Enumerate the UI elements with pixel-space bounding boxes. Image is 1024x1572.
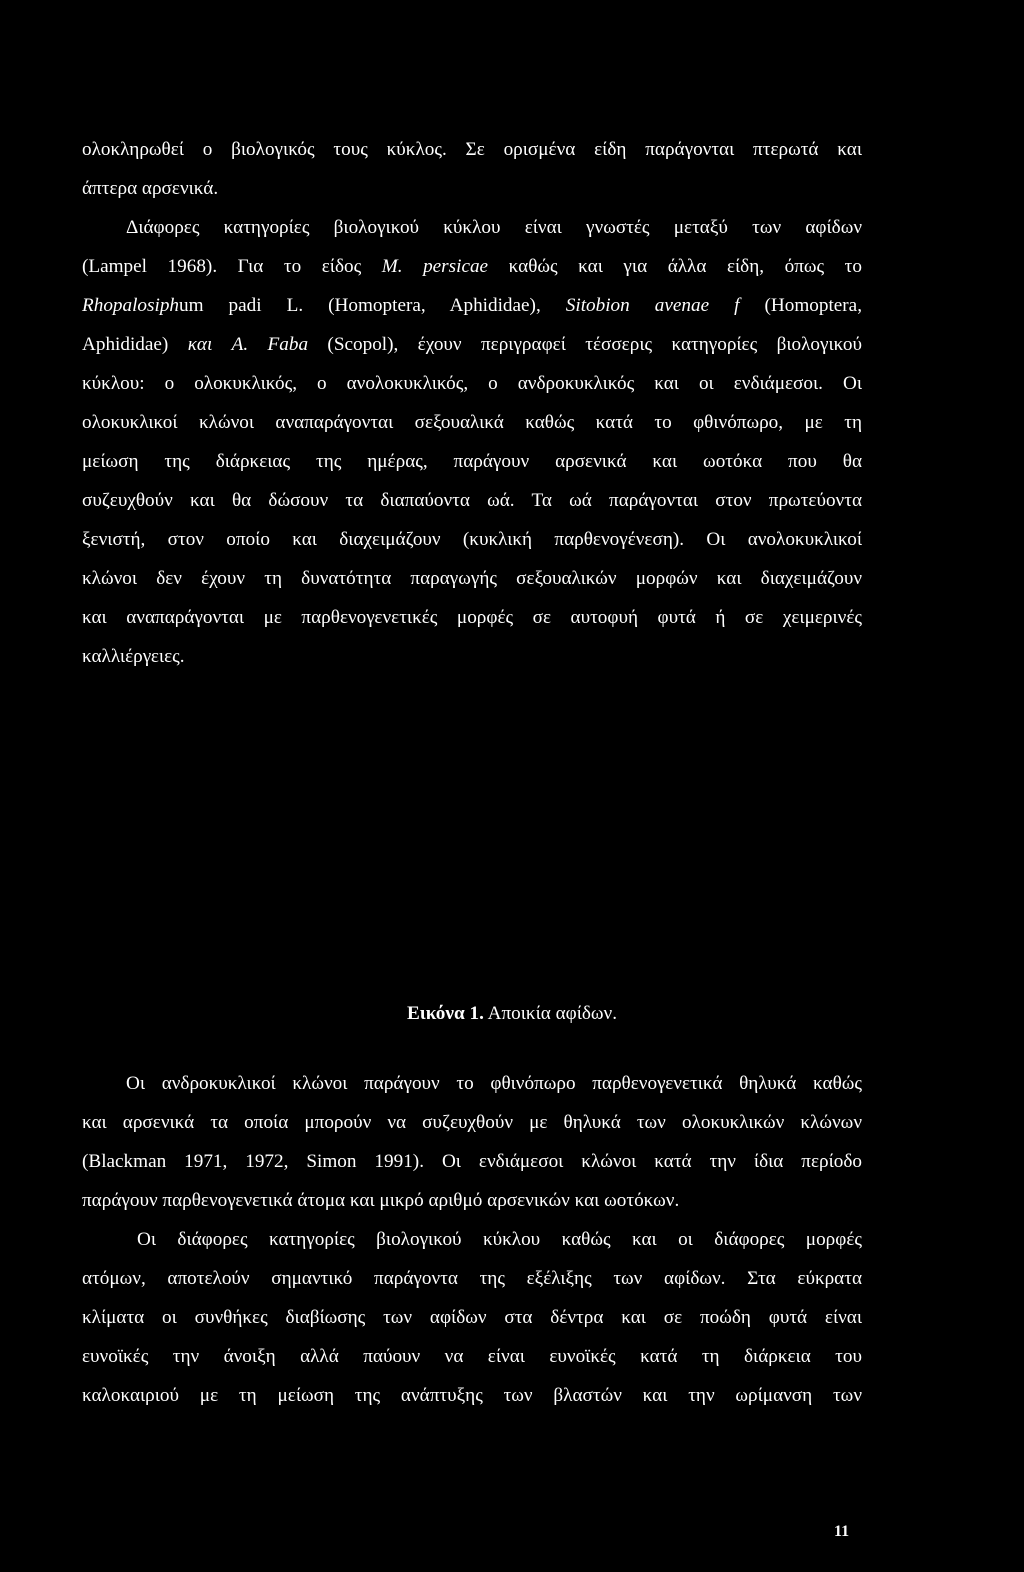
paragraph4-line-4: ευνοϊκές την άνοιξη αλλά παύουν να είναι ευνοϊκές κατά τη διάρκεια του bbox=[82, 1346, 862, 1367]
species-name: και A. Faba bbox=[187, 334, 309, 355]
text-run: um padi L. (Homoptera, Aphididae), bbox=[179, 295, 566, 316]
paragraph2-line-1: Διάφορες κατηγορίες βιολογικού κύκλου είναι γνωστές μεταξύ των αφίδων bbox=[126, 217, 862, 238]
paragraph2-line-4 bbox=[82, 333, 862, 357]
paragraph2-line-11: και αναπαράγονται με παρθενογενετικές μορφές σε αυτοφυή φυτά ή σε χειμερινές bbox=[82, 607, 862, 628]
paragraph2-line-6: ολοκυκλικοί κλώνοι αναπαράγονται σεξουαλικά καθώς κατά το φθινόπωρο, με τη bbox=[82, 412, 862, 433]
paragraph3-line-2: και αρσενικά τα οποία μπορούν να συζευχθούν με θηλυκά των ολοκυκλικών κλώνων bbox=[82, 1112, 862, 1133]
text-run: Aphididae) bbox=[82, 334, 188, 355]
figure-image bbox=[82, 690, 942, 990]
paragraph1-line-2: άπτερα αρσενικά. bbox=[82, 178, 219, 199]
paragraph1-line-1: ολοκληρωθεί ο βιολογικός τους κύκλος. Σε ορισμένα είδη παράγονται πτερωτά και bbox=[82, 139, 862, 160]
paragraph2-line-9: ξενιστή, στον οποίο και διαχειμάζουν (κυκλική παρθενογένεση). Οι ανολοκυκλικοί bbox=[82, 529, 862, 550]
page-number: 11 bbox=[834, 1523, 850, 1540]
paragraph2-line-10: κλώνοι δεν έχουν τη δυνατότητα παραγωγής σεξουαλικών μορφών και διαχειμάζουν bbox=[82, 568, 862, 589]
paragraph3-line-3: (Blackman 1971, 1972, Simon 1991). Οι ενδιάμεσοι κλώνοι κατά την ίδια περίοδο bbox=[82, 1151, 862, 1172]
text-run: (Homoptera, bbox=[739, 295, 862, 316]
paragraph4-line-1: Οι διάφορες κατηγορίες βιολογικού κύκλου καθώς και οι διάφορες μορφές bbox=[137, 1229, 862, 1250]
paragraph2-line-12: καλλιέργειες. bbox=[82, 646, 185, 667]
caption-text: Αποικία αφίδων. bbox=[483, 1003, 618, 1024]
paragraph4-line-2: ατόμων, αποτελούν σημαντικό παράγοντα της εξέλιξης των αφίδων. Στα εύκρατα bbox=[82, 1268, 862, 1289]
paragraph2-line-2 bbox=[82, 255, 862, 279]
caption-label: Εικόνα 1. bbox=[406, 1003, 484, 1024]
text-run: (Scopol), έχουν περιγραφεί τέσσερις κατηγορίες βιολογικού bbox=[308, 334, 862, 355]
species-name: Sitobion avenae f bbox=[565, 295, 740, 316]
genus-name: Rhopalosiph bbox=[82, 295, 180, 316]
paragraph4-line-3: κλίματα οι συνθήκες διαβίωσης των αφίδων στα δέντρα και σε ποώδη φυτά είναι bbox=[82, 1307, 862, 1328]
paragraph2-line-8: συζευχθούν και θα δώσουν τα διαπαύοντα ωά. Τα ωά παράγονται στον πρωτεύοντα bbox=[82, 490, 862, 511]
paragraph3-line-4: παράγουν παρθενογενετικά άτομα και μικρό αριθμό αρσενικών και ωοτόκων. bbox=[82, 1190, 680, 1211]
species-name: M. persicae bbox=[381, 256, 489, 277]
paragraph2-line-3 bbox=[82, 294, 862, 318]
paragraph2-line-5: κύκλου: ο ολοκυκλικός, ο ανολοκυκλικός, ο ανδροκυκλικός και οι ενδιάμεσοι. Οι bbox=[82, 373, 862, 394]
figure-caption bbox=[0, 1002, 1024, 1026]
paragraph2-line-7: μείωση της διάρκειας της ημέρας, παράγουν αρσενικά και ωοτόκα που θα bbox=[82, 451, 862, 472]
text-run: καθώς και για άλλα είδη, όπως το bbox=[488, 256, 862, 277]
paragraph3-line-1: Οι ανδροκυκλικοί κλώνοι παράγουν το φθινόπωρο παρθενογενετικά θηλυκά καθώς bbox=[126, 1073, 862, 1094]
text-run: (Lampel 1968). Για το είδος bbox=[82, 256, 382, 277]
paragraph4-line-5: καλοκαιριού με τη μείωση της ανάπτυξης των βλαστών και την ωρίμανση των bbox=[82, 1385, 862, 1406]
